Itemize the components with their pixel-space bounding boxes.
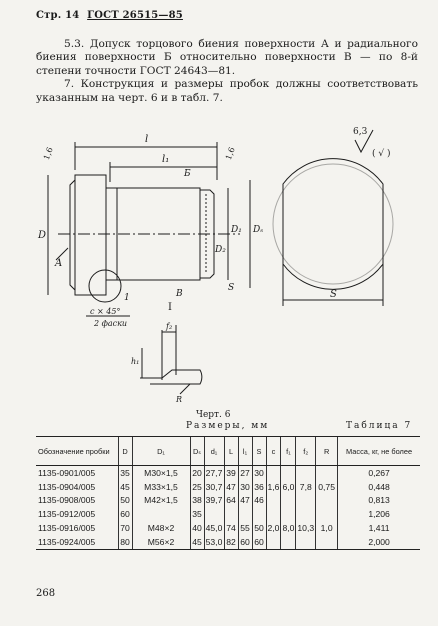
table-cell <box>266 507 281 521</box>
table-cell: 0,75 <box>316 480 338 494</box>
col-header: l₁ <box>238 437 252 466</box>
table-title: Таблица 7 <box>346 421 413 431</box>
table-cell <box>316 535 338 549</box>
finish-note: ( √ ) <box>372 149 391 159</box>
table-cell <box>316 466 338 480</box>
page-header <box>36 10 183 21</box>
figure-caption: Черт. 6 <box>196 410 231 420</box>
col-header: Обозначение пробки <box>36 437 118 466</box>
table-cell: 45 <box>118 480 132 494</box>
page-number-header: Стр. 14 <box>36 10 80 21</box>
table-cell: 8,0 <box>282 523 295 534</box>
col-header: D₁ <box>132 437 190 466</box>
table-cell: 27 <box>238 466 252 480</box>
table-cell: 0,267 <box>338 466 420 480</box>
table-cell <box>296 507 316 521</box>
table-cell: 39 <box>224 466 238 480</box>
table-cell: 45 <box>190 535 204 549</box>
label-a: A <box>55 258 63 269</box>
label-v: В <box>176 289 183 299</box>
side-view-flats <box>283 159 383 290</box>
table-header-row <box>36 437 420 466</box>
table-cell: 6,0 <box>282 481 295 492</box>
table-cell <box>281 466 296 480</box>
table-cell <box>296 494 316 508</box>
table-cell <box>238 507 252 521</box>
table-cell: 1135-0924/005 <box>36 535 118 549</box>
label-s: S <box>330 289 337 300</box>
plug-head-chamfer <box>70 180 75 290</box>
table-cell: 27,7 <box>204 466 224 480</box>
table-cell: 1,206 <box>338 507 420 521</box>
table-cell: 70 <box>118 521 132 535</box>
col-header: f₂ <box>296 437 316 466</box>
table-cell: M48×2 <box>132 521 190 535</box>
col-header: c <box>266 437 281 466</box>
col-header: L <box>224 437 238 466</box>
leader-r <box>180 384 190 394</box>
label-l: l <box>145 134 149 145</box>
side-view-circle <box>273 164 393 284</box>
detail-circle <box>89 270 121 302</box>
table-cell: M42×1,5 <box>132 494 190 508</box>
table-cell <box>266 535 281 549</box>
table-cell: 2,000 <box>338 535 420 549</box>
table-cell <box>224 507 238 521</box>
table-cell: 47 <box>224 480 238 494</box>
col-header: Dₛ <box>190 437 204 466</box>
table-cell <box>204 507 224 521</box>
col-header: d₁ <box>204 437 224 466</box>
label-r16-right: 1,6 <box>223 146 237 162</box>
table-cell: 1135-0908/005 <box>38 495 96 506</box>
body-text <box>36 38 418 105</box>
label-s-small: S <box>228 283 235 293</box>
table-cell: M33×1,5 <box>132 480 190 494</box>
finish-label: 6,3 <box>353 127 368 137</box>
table-row <box>36 466 420 480</box>
table-cell: 20 <box>190 466 204 480</box>
table-cell: 55 <box>238 521 252 535</box>
col-header: D <box>118 437 132 466</box>
table-cell: 7,8 <box>296 480 316 494</box>
table-cell <box>266 494 281 508</box>
col-header: f₁ <box>281 437 296 466</box>
label-l1: l₁ <box>162 154 170 165</box>
table-cell: 1,411 <box>338 521 420 535</box>
table-cell: 1135-0904/005 <box>38 481 96 492</box>
label-d2: D₂ <box>215 245 226 255</box>
table-cell <box>132 507 190 521</box>
table-cell: 50 <box>252 521 266 535</box>
label-r16-left: 1,6 <box>41 146 55 162</box>
label-d1: D₁ <box>231 225 242 235</box>
table-cell: 35 <box>190 507 204 521</box>
table-cell: 0,813 <box>338 494 420 508</box>
label-one: 1 <box>124 293 130 303</box>
table-cell: 1135-0912/005 <box>38 509 96 520</box>
table-cell <box>252 507 266 521</box>
table-cell: 39,7 <box>205 495 223 506</box>
table-cell <box>281 494 296 508</box>
table-cell: 60 <box>118 507 132 521</box>
gost-number: ГОСТ 26515—85 <box>87 10 183 21</box>
plug-head <box>75 175 106 295</box>
table-row <box>36 535 420 549</box>
table-cell: 38 <box>190 494 204 508</box>
table-cell: 25 <box>190 480 204 494</box>
table-cell: 30 <box>238 480 252 494</box>
paragraph-7: 7. Конструкция и размеры пробок должны соответствовать указанным на черт. 6 и в табл. 7. <box>36 78 418 104</box>
table-cell: 82 <box>224 535 238 549</box>
table-row <box>36 494 420 508</box>
paragraph-5-3: 5.3. Допуск торцового биения поверхности А и радиального биения поверхности Б относительно поверхности В — по 8-й степени точности ГОСТ 24643—81. <box>36 38 418 77</box>
table-cell: 1135-0901/005 <box>38 467 96 478</box>
table-cell <box>266 466 281 480</box>
table-unit: Размеры, мм <box>186 421 270 431</box>
label-roman-one: I <box>168 302 172 313</box>
table-cell <box>296 535 316 549</box>
label-r: R <box>176 395 183 404</box>
table-row <box>36 480 420 494</box>
table-cell: 2,0 <box>267 523 280 534</box>
table-cell: 0,448 <box>338 480 420 494</box>
table-cell: 1135-0916/005 <box>38 523 96 534</box>
table-cell: 47 <box>238 494 252 508</box>
label-chamfer: c × 45° <box>90 307 121 316</box>
table-cell: 60 <box>238 535 252 549</box>
table-cell: 50 <box>118 494 132 508</box>
table-cell: 46 <box>252 494 266 508</box>
table-cell: 40 <box>190 521 204 535</box>
label-f2: f₂ <box>166 322 173 331</box>
page-number: 268 <box>36 588 56 599</box>
col-header: Масса, кг, не более <box>338 437 420 466</box>
table-cell: 30,7 <box>205 481 223 492</box>
table-cell: 1,6 <box>267 481 280 492</box>
label-h1: h₁ <box>131 357 140 366</box>
col-header: R <box>316 437 338 466</box>
table-cell: M56×2 <box>132 535 190 549</box>
table-cell: 64 <box>224 494 238 508</box>
table-row <box>36 507 420 521</box>
table-cell: 36 <box>252 480 266 494</box>
spec-table <box>36 436 420 550</box>
table-cell: 10,3 <box>297 523 315 534</box>
table-cell <box>316 494 338 508</box>
table-cell <box>281 535 296 549</box>
label-ds: Dₛ <box>253 225 264 235</box>
table-cell <box>316 507 338 521</box>
col-header: S <box>252 437 266 466</box>
table-cell: 60 <box>252 535 266 549</box>
table-cell: 80 <box>118 535 132 549</box>
label-b: Б <box>184 169 191 179</box>
detail-profile <box>140 370 202 384</box>
table-cell: 74 <box>224 521 238 535</box>
table-cell: M30×1,5 <box>132 466 190 480</box>
label-d: D <box>38 230 47 241</box>
table-cell: 53,0 <box>204 535 224 549</box>
table-row <box>36 521 420 535</box>
table-cell <box>296 466 316 480</box>
table-cell: 35 <box>118 466 132 480</box>
table-cell: 45,0 <box>205 523 223 534</box>
technical-drawing <box>0 120 438 405</box>
table-cell <box>281 507 296 521</box>
table-cell: 1,0 <box>316 521 338 535</box>
table-cell: 30 <box>252 466 266 480</box>
label-chamfer-2: 2 фаски <box>94 319 128 328</box>
